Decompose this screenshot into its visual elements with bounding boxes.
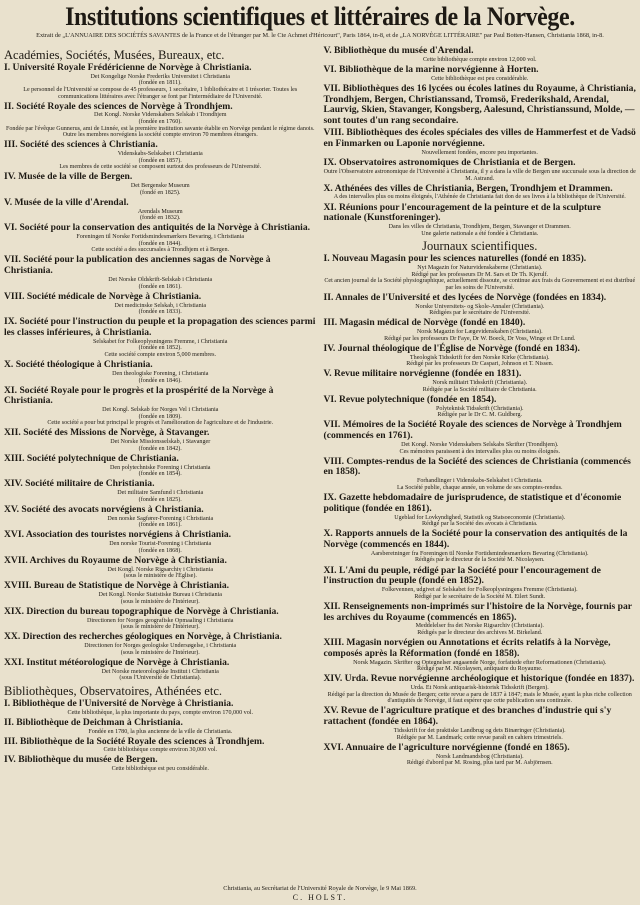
entry-title: VIII. Comptes-rendus de la Société des sciences de Christiania (commencés en 1858).	[323, 455, 631, 478]
entry-detail: Outre l'Observatoire astronomique de l'Université à Christiania, il y a dans la ville de Bergen une succursale sous la direction de M. Astrand.	[323, 168, 636, 182]
entry-title: XIII. Magasin norvégien ou Annotations et écrits relatifs à la Norvège, composés après la Réformation (fondé en 1858).	[323, 637, 611, 659]
entry-title: X. Société théologique à Christiania.	[4, 359, 153, 371]
entry-detail: (fondée en 1844).	[138, 240, 182, 247]
institution-entry	[324, 706, 637, 741]
entry-detail: Rédigé par les professeurs Dr M. Sars et Dr Th. Kjerulf.	[411, 271, 549, 278]
institution-entry	[324, 674, 637, 705]
entry-detail: Foreningen til Norske Fortidsmindesmærkers Bevaring, i Christiania	[76, 234, 245, 241]
entry-title: XI. L'Ami du peuple, rédigé par la Société pour l'encouragement de l'instruction du peuple (fondé en 1852).	[323, 564, 601, 587]
entry-detail: Selskabet for Folkeoplysningens Fremme, i Christiania	[93, 338, 228, 345]
entry-detail: Videnskabs-Selskabet i Christiania	[117, 151, 203, 158]
entry-detail: Nouvellement fondées, encore peu importantes.	[421, 150, 538, 157]
entry-detail: Den theologiske Forening, i Christiania	[112, 370, 209, 377]
entry-detail: Det Kongl. Norske Rigsarchiv i Christiania	[107, 566, 214, 573]
entry-detail: Rédigée par M. Landmark; cette revue paraît en cahiers trimestriels.	[396, 734, 563, 741]
entry-title: XII. Renseignements non-imprimés sur l'histoire de la Norvège, fournis par les archives du Royaume (commencés en 1865).	[323, 600, 632, 623]
entry-title: VII. Mémoires de la Société Royale des sciences de Norvège à Trondhjem (commencés en 1761).	[323, 419, 622, 442]
entry-title: III. Société des sciences à Christiania.	[4, 139, 158, 151]
institution-entry	[324, 344, 637, 368]
entry-detail: Cette bibliothèque compte environ 30,000 vol.	[103, 747, 218, 754]
entry-detail: Les membres de cette société se composent surtout des professeurs de l'Université.	[59, 164, 262, 171]
entry-detail: Cet ancien journal de la Société physiographique, actuellement dissoute, se continue aux frais du Gouvernement et est distribué par les soins de l'Université.	[324, 278, 636, 291]
entry-title: XX. Direction des recherches géologiques en Norvège, à Christiania.	[4, 631, 282, 643]
institution-entry	[4, 632, 317, 656]
institution-entry	[4, 530, 317, 554]
entry-title: I. Université Royale Frédéricienne de Norvège à Christiania.	[4, 62, 252, 73]
entry-title: V. Bibliothèque du musée d'Arendal.	[323, 46, 474, 56]
entry-detail: Arendals Museum	[137, 208, 183, 215]
entry-detail: Une galerie nationale a été fondée à Christiania.	[421, 230, 539, 237]
entry-detail: (fondée en 1857).	[138, 157, 182, 164]
entry-detail: (sous le ministère de l'Église).	[123, 573, 197, 580]
institution-entry	[324, 395, 637, 419]
entry-detail: Cette bibliothèque compte environ 12,000 vol.	[422, 56, 537, 63]
entry-title: VIII. Bibliothèques des écoles spéciales des villes de Hammerfest et de Vadsö en Finmarken ou Laponie norvégienne.	[323, 127, 636, 150]
institution-entry	[324, 566, 637, 601]
institution-entry	[324, 254, 637, 291]
entry-detail: (fondé en 1825).	[140, 189, 181, 196]
entry-detail: Nyt Magazin for Naturvidenskaberne (Christiania).	[417, 265, 543, 272]
institution-entry	[324, 65, 637, 82]
entry-detail: Dans les villes de Christiania, Trondhjem, Bergen, Stavanger et Drammen.	[388, 224, 571, 231]
entry-title: VIII. Société médicale de Norvège à Christiania.	[4, 290, 202, 302]
institution-entry	[324, 318, 637, 342]
entry-detail: (fondée en 1811).	[138, 80, 182, 87]
entry-title: V. Revue militaire norvégienne (fondée en 1831).	[323, 368, 522, 380]
entry-detail: Rédigés par le directeur de la Société M. Nicolaysen.	[414, 557, 545, 564]
entry-detail: Directionen for Norges geologiske Undersøgelse, i Christiania	[84, 643, 237, 650]
entry-detail: Det Kongl. Norske Videnskabers Selskab i Trondhjem	[94, 112, 227, 119]
institution-entry	[4, 63, 317, 100]
entry-detail: (sous l'Université de Christiania).	[119, 675, 202, 682]
entry-detail: Norsk militairt Tidsskrift (Christiania).	[432, 380, 528, 387]
entry-detail: Det militaire Samfund i Christiania	[117, 490, 204, 497]
entry-detail: (fondée en 1861).	[138, 522, 182, 529]
entry-title: XI. Réunions pour l'encouragement de la peinture et de la sculpture nationale (Kunstforeninger).	[323, 201, 601, 224]
entry-detail: Det Bergenske Museum	[130, 183, 190, 190]
entry-detail: Rédigée par le Dr C. M. Guldberg.	[437, 412, 523, 419]
entry-title: XV. Revue de l'agriculture pratique et des branches d'industrie qui s'y rattachent (fondée en 1864).	[323, 705, 612, 728]
institution-entry	[324, 457, 637, 492]
institution-entry	[4, 223, 317, 254]
institution-entry	[4, 360, 317, 384]
entry-detail: Urda. Et Norsk antiquarisk-historisk Tidsskrift (Bergen).	[410, 685, 549, 692]
entry-detail: (fondée en 1809).	[138, 413, 182, 420]
libraries-list-continued	[324, 46, 637, 237]
entry-title: XVIII. Bureau de Statistique de Norvège à Christiania.	[4, 580, 230, 592]
entry-title: IX. Observatoires astronomiques de Christiania et de Bergen.	[323, 157, 576, 169]
entry-detail: Rédigé par les professeurs Dr Faye, Dr W. Boeck, Dr Voss, Winge et Dr Lund.	[384, 335, 576, 342]
institution-entry	[324, 46, 637, 63]
institution-entry	[4, 658, 317, 682]
entry-detail: Den norske Tourist-Forening i Christiania	[109, 541, 212, 548]
entry-detail: (fondé en 1832).	[140, 215, 181, 222]
institution-entry	[324, 420, 637, 455]
institution-entry	[324, 128, 637, 156]
left-column	[4, 46, 320, 885]
entry-title: II. Annales de l'Université et des lycées de Norvège (fondées en 1834).	[323, 291, 607, 303]
entry-title: II. Bibliothèque de Deichman à Christiania.	[4, 716, 183, 728]
entry-detail: Det Norske meteorologiske Institut i Christiania	[101, 668, 219, 675]
institution-entry	[324, 493, 637, 528]
entry-title: VII. Bibliothèques des 16 lycées ou écoles latines du Royaume, à Christiania, Trondhjem, Bergen, Christianssand, Tromsö, Frederikshald, Arendal, Laurvig, Skien, Stavanger, Kongsberg, Aalesund, Christianssund, Molde, — sont toutes d'un rang secondaire.	[323, 82, 636, 127]
institution-entry	[4, 581, 317, 605]
entry-detail: Norske Universitets- og Skole-Annaler (Christiania).	[415, 303, 545, 310]
institution-entry	[324, 369, 637, 393]
entry-detail: Cette société a pour but principal le progrès et l'amélioration de l'agriculture et de l'industrie.	[47, 420, 274, 427]
entry-detail: Rédigé par le secrétaire de la Société M. Eilert Sundt.	[414, 593, 546, 600]
institution-entry	[4, 505, 317, 529]
institution-entry	[4, 699, 317, 716]
entry-detail: Rédigé par la Société des avocats à Christiania.	[422, 521, 538, 528]
institution-entry	[324, 184, 637, 201]
entry-detail: Cette bibliothèque, la plus importante du pays, compte environ 170,000 vol.	[67, 709, 253, 716]
entry-detail: (fondée en 1825).	[138, 496, 182, 503]
institution-entry	[4, 556, 317, 580]
entry-title: XVII. Archives du Royaume de Norvège à Christiania.	[4, 554, 227, 566]
institution-entry	[324, 743, 637, 767]
entry-detail: (fondée en 1846).	[138, 377, 182, 384]
entry-title: VI. Bibliothèque de la marine norvégienne à Horten.	[323, 63, 539, 75]
institution-entry	[4, 737, 317, 754]
entry-title: IV. Bibliothèque du musée de Bergen.	[4, 754, 158, 766]
institution-entry	[4, 317, 317, 358]
entry-detail: (sous le ministère de l'Intérieur).	[120, 598, 200, 605]
entry-title: IV. Journal théologique de l'Église de Norvège (fondé en 1834).	[323, 342, 580, 354]
right-column	[320, 46, 637, 885]
entry-detail: Norsk Magazin. Skrifter og Optegnelser angaaende Norge, forfattede efter Reformationen (Christiania).	[353, 659, 607, 666]
institution-entry	[324, 293, 637, 317]
entry-detail: Rédigé par la direction du Musée de Bergen; cette revue a paru de 1837 à 1847; mais le Musée, ayant la plus riche collection d'antiquités de Norvège, il faut espérer que cette publication sera continuée.	[327, 691, 632, 705]
entry-detail: (fondée en 1868).	[138, 547, 182, 554]
entry-title: VII. Société pour la publication des anciennes sagas de Norvège à Christiania.	[4, 254, 271, 277]
institution-entry	[4, 102, 317, 139]
dateline: Christiania, au Secrétariat de l'Université Royale de Norvège, le 9 Mai 1869.	[223, 885, 417, 892]
entry-detail: Tidsskrift for det praktiske Landbrug og dets Binæringer (Christiania).	[393, 728, 566, 735]
entry-detail: Theologisk Tidsskrift for den Norske Kirke (Christiania).	[409, 354, 550, 361]
entry-detail: (fondée en 1833).	[138, 309, 182, 316]
page-title: Institutions scientifiques et littéraires de la Norvège.	[65, 2, 575, 31]
entry-detail: Cette bibliothèque est peu considérable.	[431, 75, 529, 82]
entry-detail: A des intervalles plus ou moins éloignés, l'Athénée de Christiania fait don de ses livres à la bibliothèque de l'Université.	[333, 194, 626, 201]
entry-detail: Det Norske Oldskrift-Selskab i Christiania	[108, 277, 213, 284]
institution-entry	[4, 607, 317, 631]
entry-detail: (sous le ministère de l'Intérieur).	[120, 624, 200, 631]
entry-detail: Det Kongl. Norske Videnskabers Selskabs Skrifter (Trondhjem).	[401, 442, 559, 448]
entry-title: X. Athénées des villes de Christiania, Bergen, Trondhjem et Drammen.	[323, 182, 613, 194]
entry-detail: Rédigé d'abord par M. Rosing, plus tard par M. Asbjörnsen.	[406, 760, 553, 767]
institution-entry	[324, 529, 637, 564]
entry-detail: Den polytechniske Forening i Christiania	[109, 464, 211, 471]
entry-detail: (fondée en 1760).	[138, 119, 182, 126]
institution-entry	[324, 602, 637, 637]
entry-detail: Det medicinske Selskab, i Christiania	[114, 302, 207, 309]
entry-detail: (fondée en 1842).	[138, 445, 182, 452]
institution-entry	[4, 255, 317, 290]
entry-detail: Cette bibliothèque est peu considérable.	[111, 766, 209, 773]
section-heading: Bibliothèques, Observatoires, Athénées etc.	[4, 683, 222, 698]
entry-title: III. Magasin médical de Norvège (fondé en 1840).	[323, 317, 526, 329]
institution-entry	[324, 638, 637, 673]
entry-detail: Det Kongelige Norske Frederiks Universitet i Christiania	[90, 73, 230, 80]
entry-title: XXI. Institut météorologique de Norvège à Christiania.	[4, 656, 230, 668]
entry-title: XVI. Annuaire de l'agriculture norvégienne (fondé en 1865).	[323, 741, 570, 753]
entry-detail: Cette société compte environ 5,000 membres.	[104, 352, 217, 359]
section-heading: Journaux scientifiques.	[422, 239, 538, 254]
entry-title: XV. Société des avocats norvégiens à Christiania.	[4, 503, 204, 515]
institution-entry	[4, 198, 317, 222]
academies-list	[4, 63, 317, 682]
entry-detail: Folkevennen, udgivet af Selskabet for Folkeoplysningens Fremme (Christiania).	[381, 587, 578, 594]
institution-entry	[4, 479, 317, 503]
entry-title: XII. Société des Missions de Norvège, à Stavanger.	[4, 427, 210, 439]
entry-detail: Norsk Landmandsbog (Christiania).	[435, 753, 524, 760]
entry-detail: Ces mémoires paraissent à des intervalles plus ou moins éloignés.	[399, 448, 560, 455]
entry-detail: Polyteknisk Tidsskrift (Christiania).	[435, 405, 524, 412]
entry-detail: (fondée en 1861).	[138, 283, 182, 290]
entry-detail: Rédigés par le directeur des archives M. Birkeland.	[417, 630, 543, 636]
entry-detail: Det Norske Missionsselskab, i Stavanger	[110, 439, 211, 446]
section-heading: Académies, Sociétés, Musées, Bureaux, etc.	[4, 48, 225, 62]
institution-entry	[4, 140, 317, 171]
institution-entry	[4, 428, 317, 452]
source-note: Extrait de „L'ANNUAIRE DES SOCIÉTÉS SAVANTES de la France et de l'étranger par M. le Cte Achmet d'Héricourt", Paris 1864, in-8, et de „LA NORVÈGE LITTÉRAIRE" par Paul Botten-Hansen, Christiania 1868, in-8.	[36, 32, 604, 39]
entry-detail: (fondée en 1854).	[138, 471, 182, 478]
entry-title: XIX. Direction du bureau topographique de Norvège à Christiania.	[4, 605, 279, 617]
institution-entry	[4, 454, 317, 478]
institution-entry	[324, 203, 637, 238]
entry-detail: Rédigé par les professeurs Dr Caspari, Johnson et T. Nissen.	[406, 361, 554, 368]
entry-title: XI. Société Royale pour le progrès et la prospérité de la Norvège à Christiania.	[4, 384, 274, 407]
entry-detail: Norsk Magazin for Lægevidenskaben (Christiania).	[416, 329, 543, 336]
entry-detail: (fondée en 1852).	[138, 345, 182, 352]
entry-title: I. Nouveau Magasin pour les sciences naturelles (fondé en 1835).	[323, 253, 587, 265]
entry-detail: Fondée en 1780, la plus ancienne de la ville de Christiania.	[88, 728, 233, 735]
entry-title: VI. Revue polytechnique (fondée en 1854).	[323, 393, 497, 405]
entry-title: I. Bibliothèque de l'Université de Norvège à Christiania.	[4, 697, 234, 709]
entry-detail: Forhandlinger i Videnskabs-Selskabet i Christiania.	[416, 478, 543, 485]
institution-entry	[4, 172, 317, 196]
libraries-list	[4, 699, 317, 773]
institution-entry	[324, 84, 637, 127]
footer	[0, 885, 640, 902]
institution-entry	[324, 158, 637, 182]
entry-title: XVI. Association des touristes norvégiens à Christiania.	[4, 529, 232, 541]
journals-list	[324, 254, 637, 766]
signature: C. HOLST.	[292, 893, 348, 902]
entry-detail: Rédigée par la Société militaire de Christiania.	[422, 386, 537, 393]
entry-title: II. Société Royale des sciences de Norvège à Trondhjem.	[4, 100, 233, 112]
entry-detail: Det Kongl. Selskab for Norges Vel i Christiania	[102, 407, 219, 414]
entry-detail: Le personnel de l'Université se compose de 45 professeurs, 1 secrétaire, 1 bibliothécaire et 1 trésorier. Toutes les communications littéraires avec l'étranger se font par l'intermédiaire de l'Université.	[23, 86, 298, 100]
entry-detail: Aarsberetninger fra Foreningen til Norske Fortidsmindesmærkers Bevaring (Christiania).	[370, 550, 589, 557]
institution-entry	[4, 292, 317, 316]
entry-title: X. Rapports annuels de la Société pour la conservation des antiquités de la Norvège (commencés en 1844).	[323, 528, 628, 551]
institution-entry	[4, 386, 317, 427]
entry-title: XIV. Urda. Revue norvégienne archéologique et historique (fondée en 1837).	[323, 673, 635, 685]
entry-title: III. Bibliothèque de la Société Royale des sciences à Trondhjem.	[4, 735, 265, 747]
entry-title: IX. Gazette hebdomadaire de jurisprudence, de statistique et d'économie politique (fondée en 1861).	[323, 491, 622, 514]
entry-detail: Directionen for Norges geografiske Opmaaling i Christiania	[87, 617, 234, 624]
columns	[4, 46, 636, 885]
entry-detail: (sous le ministère de l'Intérieur).	[120, 649, 200, 656]
entry-title: VI. Société pour la conservation des antiquités de la Norvège à Christiania.	[4, 222, 311, 234]
entry-detail: Meddelelser fra det Norske Rigsarchiv (Christiania).	[415, 623, 544, 630]
entry-detail: Fondée par l'évêque Gunnerus, ami de Linnée, est la première institution savante établie en Norvège pendant le régime danois. Outre les membres norvégiens la société compte environ 70 membres étrangers.	[5, 125, 315, 139]
institution-entry	[4, 718, 317, 735]
entry-detail: Ugeblad for Lovkyndighed, Statistik og Statsoeconomie (Christiania).	[394, 514, 566, 521]
entry-title: IV. Musée de la ville de Bergen.	[4, 171, 133, 183]
entry-title: XIII. Société polytechnique de Christiania.	[4, 452, 179, 464]
entry-detail: Den norske Sagfører-Forening i Christiania	[107, 515, 214, 522]
entry-title: IX. Société pour l'instruction du peuple et la propagation des sciences parmi les classes inférieures, à Christiania.	[4, 316, 316, 339]
institution-entry	[4, 755, 317, 772]
entry-title: XIV. Société militaire de Christiania.	[4, 478, 155, 490]
entry-detail: Det Kongl. Norske Statistiske Bureau i Christiania	[98, 592, 222, 599]
entry-title: V. Musée de la ville d'Arendal.	[4, 196, 129, 208]
entry-detail: Rédigé par M. Nicolaysen, antiquaire du Royaume.	[417, 666, 543, 673]
entry-detail: Cette société a des succursales à Trondhjem et à Bergen.	[91, 247, 230, 254]
entry-detail: La Société publie, chaque année, un volume de ses comptes-rendus.	[397, 484, 563, 491]
entry-detail: Rédigées par le secrétaire de l'Université.	[429, 310, 531, 317]
